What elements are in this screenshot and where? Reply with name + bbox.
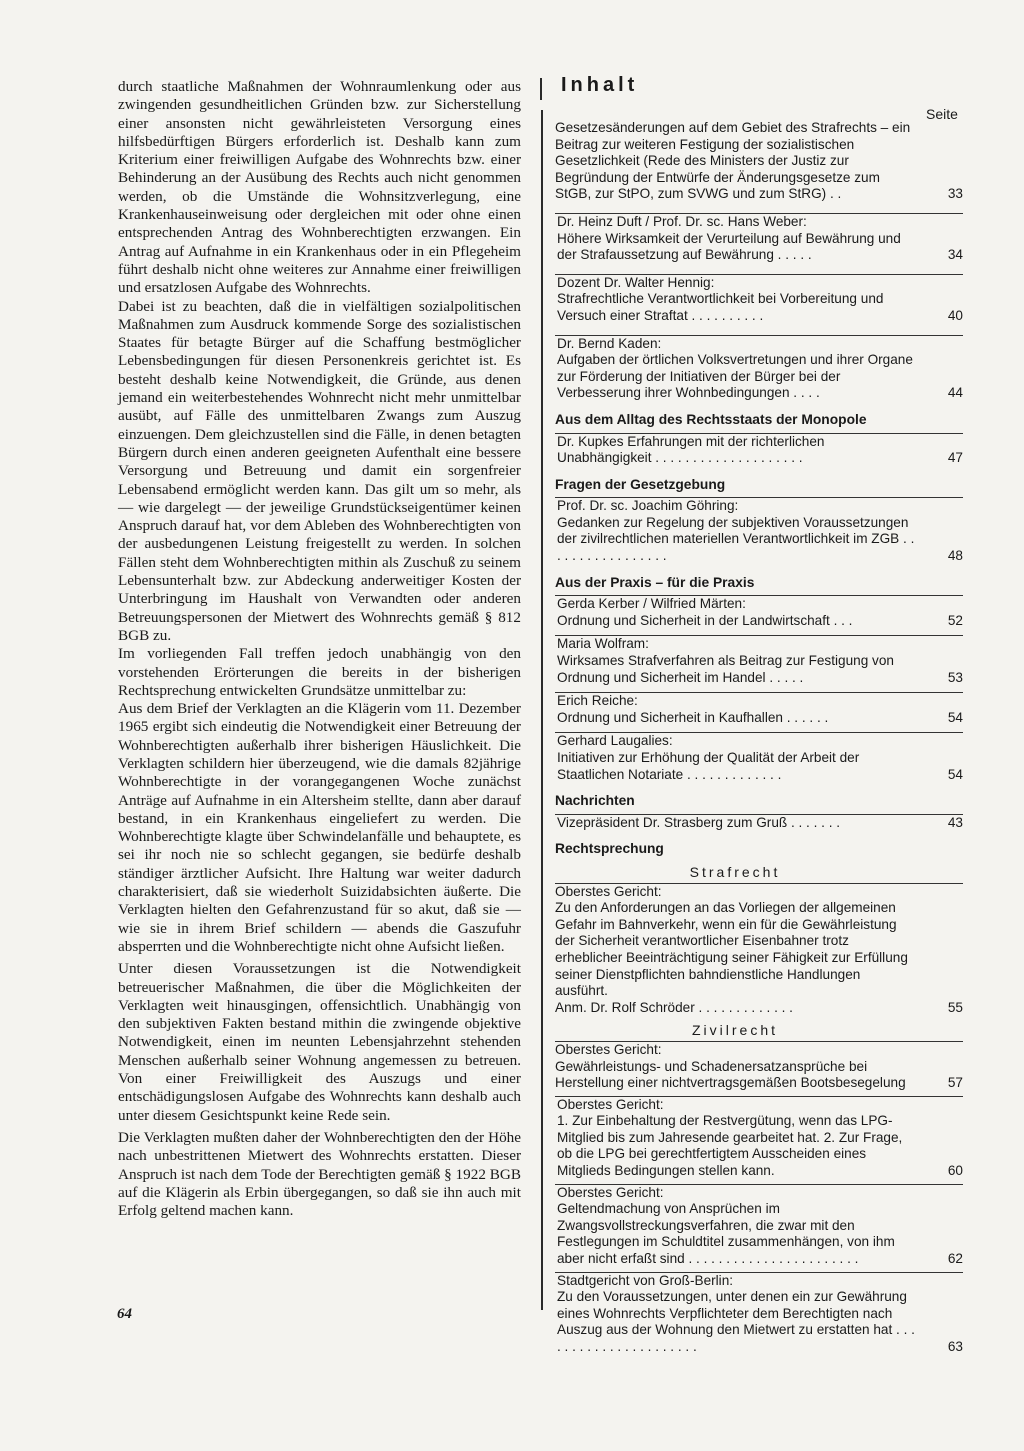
toc-entry-page: 34: [947, 247, 963, 263]
toc-entry-title: Gedanken zur Regelung der subjektiven Voraussetzungen der zivilrechtlichen materiellen Verantwortlichkeit im ZGB . . . . . . . . . . . . . . . . .: [557, 514, 915, 564]
toc-entry-title: Vizepräsident Dr. Strasberg zum Gruß . . . . . . .: [557, 814, 841, 830]
toc-entry-page: 54: [947, 709, 963, 725]
toc-entry-court: Oberstes Gericht:: [557, 1096, 664, 1112]
toc-entry-title: Ordnung und Sicherheit in Kaufhallen . . . . . .: [557, 709, 829, 725]
toc-entry[interactable]: [555, 1184, 963, 1268]
toc-entry-title: Dr. Kupkes Erfahrungen mit der richterlichen Unabhängigkeit . . . . . . . . . . . . . . . . . . . .: [557, 433, 825, 466]
toc-entry-page: 55: [947, 999, 963, 1015]
toc-entry[interactable]: [555, 213, 963, 264]
toc-entry[interactable]: [555, 1272, 963, 1356]
toc-entry-author: Maria Wolfram:: [557, 636, 649, 652]
page-number: 64: [117, 1306, 132, 1322]
toc-entry-page: 43: [947, 814, 963, 830]
toc-entry-page: 44: [947, 385, 963, 401]
toc-entry[interactable]: [555, 595, 963, 629]
toc-entry-title: Initiativen zur Erhöhung der Qualität der Arbeit der Staatlichen Notariate . . . . . . . . . . . . .: [557, 750, 860, 782]
toc-entry[interactable]: [555, 335, 963, 402]
toc-entry[interactable]: [555, 692, 963, 726]
toc-entry[interactable]: [555, 274, 963, 325]
column-divider: [541, 110, 543, 1310]
toc-entry-page: 62: [947, 1251, 963, 1267]
toc-section-heading: Fragen der Gesetzgebung: [555, 476, 726, 492]
toc-entry-author: Dr. Bernd Kaden:: [557, 335, 662, 351]
toc-entry-title: Gesetzesänderungen auf dem Gebiet des Strafrechts – ein Beitrag zur weiteren Festigung der sozialistischen Gesetzlichkeit (Rede des Ministers der Justiz zur Begründung der Entwürfe der Änderungsgesetze zum StGB, zur StPO, zum SVWG und zum StRG) . .: [555, 120, 911, 202]
table-of-contents: [555, 120, 963, 1356]
article-paragraph: Dabei ist zu beachten, daß die in vielfältigen sozialpolitischen Maßnahmen zum Ausdruck kommende Sorge des sozialistischen Staates für betagte Bürger auf die Schaffung bestmöglicher Lebensbedingungen für diesen Personenkreis gerichtet ist. Es besteht deshalb keine Notwendigkeit, die Gründe, aus denen jemand ein weiterbestehendes Wohnrecht nicht mehr unmittelbar ausübt, auf Fälle des unmittelbaren Zwangs zum Auszug einzuengen. Dem gleichzustellen sind die Fälle, in denen betagten Bürgern durch einen anderen geeigneten Aufenthalt eine bessere Versorgung und Betreuung und damit ein sorgenfreier Lebensabend ermöglicht werden kann. Das gilt um so mehr, als — wie dargelegt — der jeweilige Grundstückseigentümer keinen Anspruch darauf hat, vor dem Ableben des Wohnberechtigten von der ausbedungenen Leistung freigestellt zu werden. In solchen Fällen steht dem Wohnberechtigten mithin als Zuschuß zu seinem Lebensunterhalt bzw. zur Abdeckung anderweitiger Kosten der Unterbringung im Haushalt von Verwandten oder anderen Betreuungspersonen der Mietwert des Wohnrechts gemäß § 812 BGB zu.: [118, 297, 521, 644]
toc-entry-page: 47: [947, 450, 963, 466]
article-paragraph: Aus dem Brief der Verklagten an die Klägerin vom 11. Dezember 1965 ergibt sich eindeutig die Notwendigkeit einer Betreuung der Wohnberechtigten außerhalb ihrer bisherigen Häuslichkeit. Die Verklagten schildern hier überzeugend, wie die damals 82jährige Wohnberechtigte in der vorangegangenen Woche zunächst Anträge auf Aufnahme in ein Altersheim stellte, dann aber darauf bestand, in ein Krankenhaus eingeliefert zu werden. Die Wohnberechtigte klagte über Schwindelanfälle und behauptete, es sei ihr noch nie so schlecht gegangen, sie bedürfe deshalb ständiger ärztlicher Aufsicht. Ihre Haltung war weiter dadurch charakterisiert, daß sie wiederholt Suizidabsichten äußerte. Die Verklagten hielten den Gefahrenzustand für so akut, daß sie — wie sie in ihrem Brief schildern — abends die Gaszufuhr absperrten und die Wohnberechtigte nicht ohne Aufsicht ließen.: [118, 700, 521, 955]
toc-entry-page: 52: [947, 612, 963, 628]
toc-entry-title: Zu den Anforderungen an das Vorliegen der allgemeinen Gefahr im Bahnverkehr, wenn ein für die Gewährleistung der Sicherheit verantwortlicher Eisenbahner trotz erheblicher Beeinträchtigung seiner Fähigkeit zur Erfüllung seiner Dienstpflichten bahndienstliche Handlungen ausführt.: [555, 900, 908, 999]
toc-entry[interactable]: [555, 635, 963, 686]
toc-entry-author: Gerhard Laugalies:: [557, 733, 673, 749]
toc-entry-page: 57: [947, 1075, 963, 1091]
toc-title: Inhalt: [561, 74, 639, 96]
toc-entry-page: 60: [947, 1163, 963, 1179]
toc-entry[interactable]: [555, 120, 963, 203]
toc-entry[interactable]: [555, 732, 963, 783]
toc-entry-title: 1. Zur Einbehaltung der Restvergütung, wenn das LPG-Mitglied bis zum Jahresende gearbeitet hat. 2. Zur Frage, ob die LPG bei gerechtfertigtem Ausscheiden eines Mitglieds Bedingungen stellen kann.: [557, 1113, 903, 1179]
toc-entry-title: Ordnung und Sicherheit in der Landwirtschaft . . .: [557, 612, 853, 628]
toc-entry[interactable]: [555, 433, 963, 467]
toc-entry-author: Dr. Heinz Duft / Prof. Dr. sc. Hans Weber:: [557, 213, 807, 229]
toc-section-heading: Aus dem Alltag des Rechtsstaats der Monopole: [555, 411, 867, 427]
toc-entry-author: Erich Reiche:: [557, 693, 638, 709]
page-column-label: Seite: [926, 106, 958, 122]
toc-subsection-heading: Zivilrecht: [691, 1022, 778, 1039]
toc-subsection-heading: Strafrecht: [689, 863, 781, 880]
toc-entry-title: Aufgaben der örtlichen Volksvertretungen und ihrer Organe zur Förderung der Initiativen der Bürger bei der Verbesserung ihrer Wohnbedingungen . . . .: [557, 352, 913, 401]
column-divider: [540, 78, 542, 100]
toc-entry-page: 53: [947, 669, 963, 685]
toc-section-heading: Rechtsprechung: [555, 841, 664, 857]
toc-entry-page: 63: [947, 1339, 963, 1354]
toc-entry-title: Gewährleistungs- und Schadenersatzansprüche bei Herstellung einer nichtvertragsgemäßen Bootsbesegelung: [555, 1058, 906, 1091]
toc-entry-court: Oberstes Gericht:: [555, 883, 662, 899]
toc-entry-page: 48: [947, 548, 963, 564]
toc-entry-note: Anm. Dr. Rolf Schröder . . . . . . . . . . . . .: [555, 999, 793, 1015]
toc-entry-title: Höhere Wirksamkeit der Verurteilung auf Bewährung und der Strafaussetzung auf Bewährung . . . . .: [557, 230, 901, 263]
toc-entry-author: Gerda Kerber / Wilfried Märten:: [557, 596, 746, 612]
article-paragraph: Unter diesen Voraussetzungen ist die Notwendigkeit betreuerischer Maßnahmen, die über die Möglichkeiten der Verklagten weit hinausgingen, offensichtlich. Unabhängig von den subjektiven Fakten bestand mithin die zwingende objektive Notwendigkeit, einen im neunten Lebensjahrzehnt stehenden Menschen außerhalb seiner Wohnung angemessen zu betreuen. Von einer Freiwilligkeit des Auszugs und einer entschädigungslosen Aufgabe des Wohnrechts kann deshalb auch unter diesem Gesichtspunkt keine Rede sein.: [118, 960, 521, 1124]
toc-entry-author: Prof. Dr. sc. Joachim Göhring:: [557, 498, 739, 514]
toc-entry-page: 33: [947, 186, 963, 202]
toc-entry-title: Wirksames Strafverfahren als Beitrag zur Festigung von Ordnung und Sicherheit im Handel . . . . .: [557, 653, 894, 685]
toc-entry-page: 54: [947, 766, 963, 782]
toc-entry-court: Stadtgericht von Groß-Berlin:: [557, 1272, 734, 1288]
toc-entry[interactable]: [555, 1096, 963, 1180]
toc-entry-page: 40: [947, 307, 963, 323]
toc-section-heading: Aus der Praxis – für die Praxis: [555, 574, 755, 590]
toc-entry[interactable]: [555, 814, 963, 832]
toc-entry-title: Strafrechtliche Verantwortlichkeit bei Vorbereitung und Versuch einer Straftat . . . . . . . . . .: [557, 291, 884, 323]
toc-entry[interactable]: [555, 497, 963, 564]
toc-entry-court: Oberstes Gericht:: [555, 1041, 662, 1057]
toc-entry-court: Oberstes Gericht:: [557, 1184, 664, 1200]
article-text-column: [118, 78, 521, 1220]
toc-entry-title: Zu den Voraussetzungen, unter denen ein zur Gewährung eines Wohnrechts Verpflichteter dem Berechtigten nach Auszug aus der Wohnung den Mietwert zu erstatten hat . . . . . . . . . . . . . . . . . . . . . .: [557, 1289, 915, 1354]
article-paragraph: Im vorliegenden Fall treffen jedoch unabhängig von den vorstehenden Erörterungen die bereits in der bisherigen Rechtsprechung entwickelten Grundsätze unmittelbar zu:: [118, 645, 521, 699]
toc-entry[interactable]: [555, 883, 963, 1017]
toc-section-heading: Nachrichten: [555, 793, 635, 809]
toc-entry-author: Dozent Dr. Walter Hennig:: [557, 274, 715, 290]
toc-entry-title: Geltendmachung von Ansprüchen im Zwangsvollstreckungsverfahren, die zwar mit den Festlegungen im Schuldtitel zusammenhängen, von ihm aber nicht erfaßt sind . . . . . . . . . . . . . . . . . . . . . . .: [557, 1201, 895, 1267]
article-paragraph: durch staatliche Maßnahmen der Wohnraumlenkung oder aus zwingenden gesundheitlichen Gründen bzw. zur Sicherstellung einer ansonsten nicht gewährleisteten Versorgung eines hilfsbedürftigen Bürgers erforderlich ist. Deshalb kann zum Kriterium einer freiwilligen Aufgabe des Wohnrechts bzw. einer Behinderung an der Ausübung des Rechts auch nicht genommen werden, ob die Umstände die Wohnsitzverlegung, eine Krankenhauseinweisung oder dergleichen mit oder ohne einen entsprechenden Antrag des Wohnberechtigten erzwangen. Ein Antrag auf Aufnahme in ein Krankenhaus oder in ein Pflegeheim führt deshalb nicht ohne weiteres zur Annahme einer freiwilligen und ersatzlosen Aufgabe des Wohnrechts.: [118, 78, 521, 297]
toc-entry[interactable]: [555, 1041, 963, 1092]
article-paragraph: Die Verklagten mußten daher der Wohnberechtigten den der Höhe nach unbestrittenen Mietwert des Wohnrechts erstatten. Dieser Anspruch ist nach dem Tode der Berechtigten gemäß § 1922 BGB auf die Klägerin als Erbin übergegangen, so daß sie ihn auch mit Erfolg geltend machen kann.: [118, 1128, 521, 1220]
